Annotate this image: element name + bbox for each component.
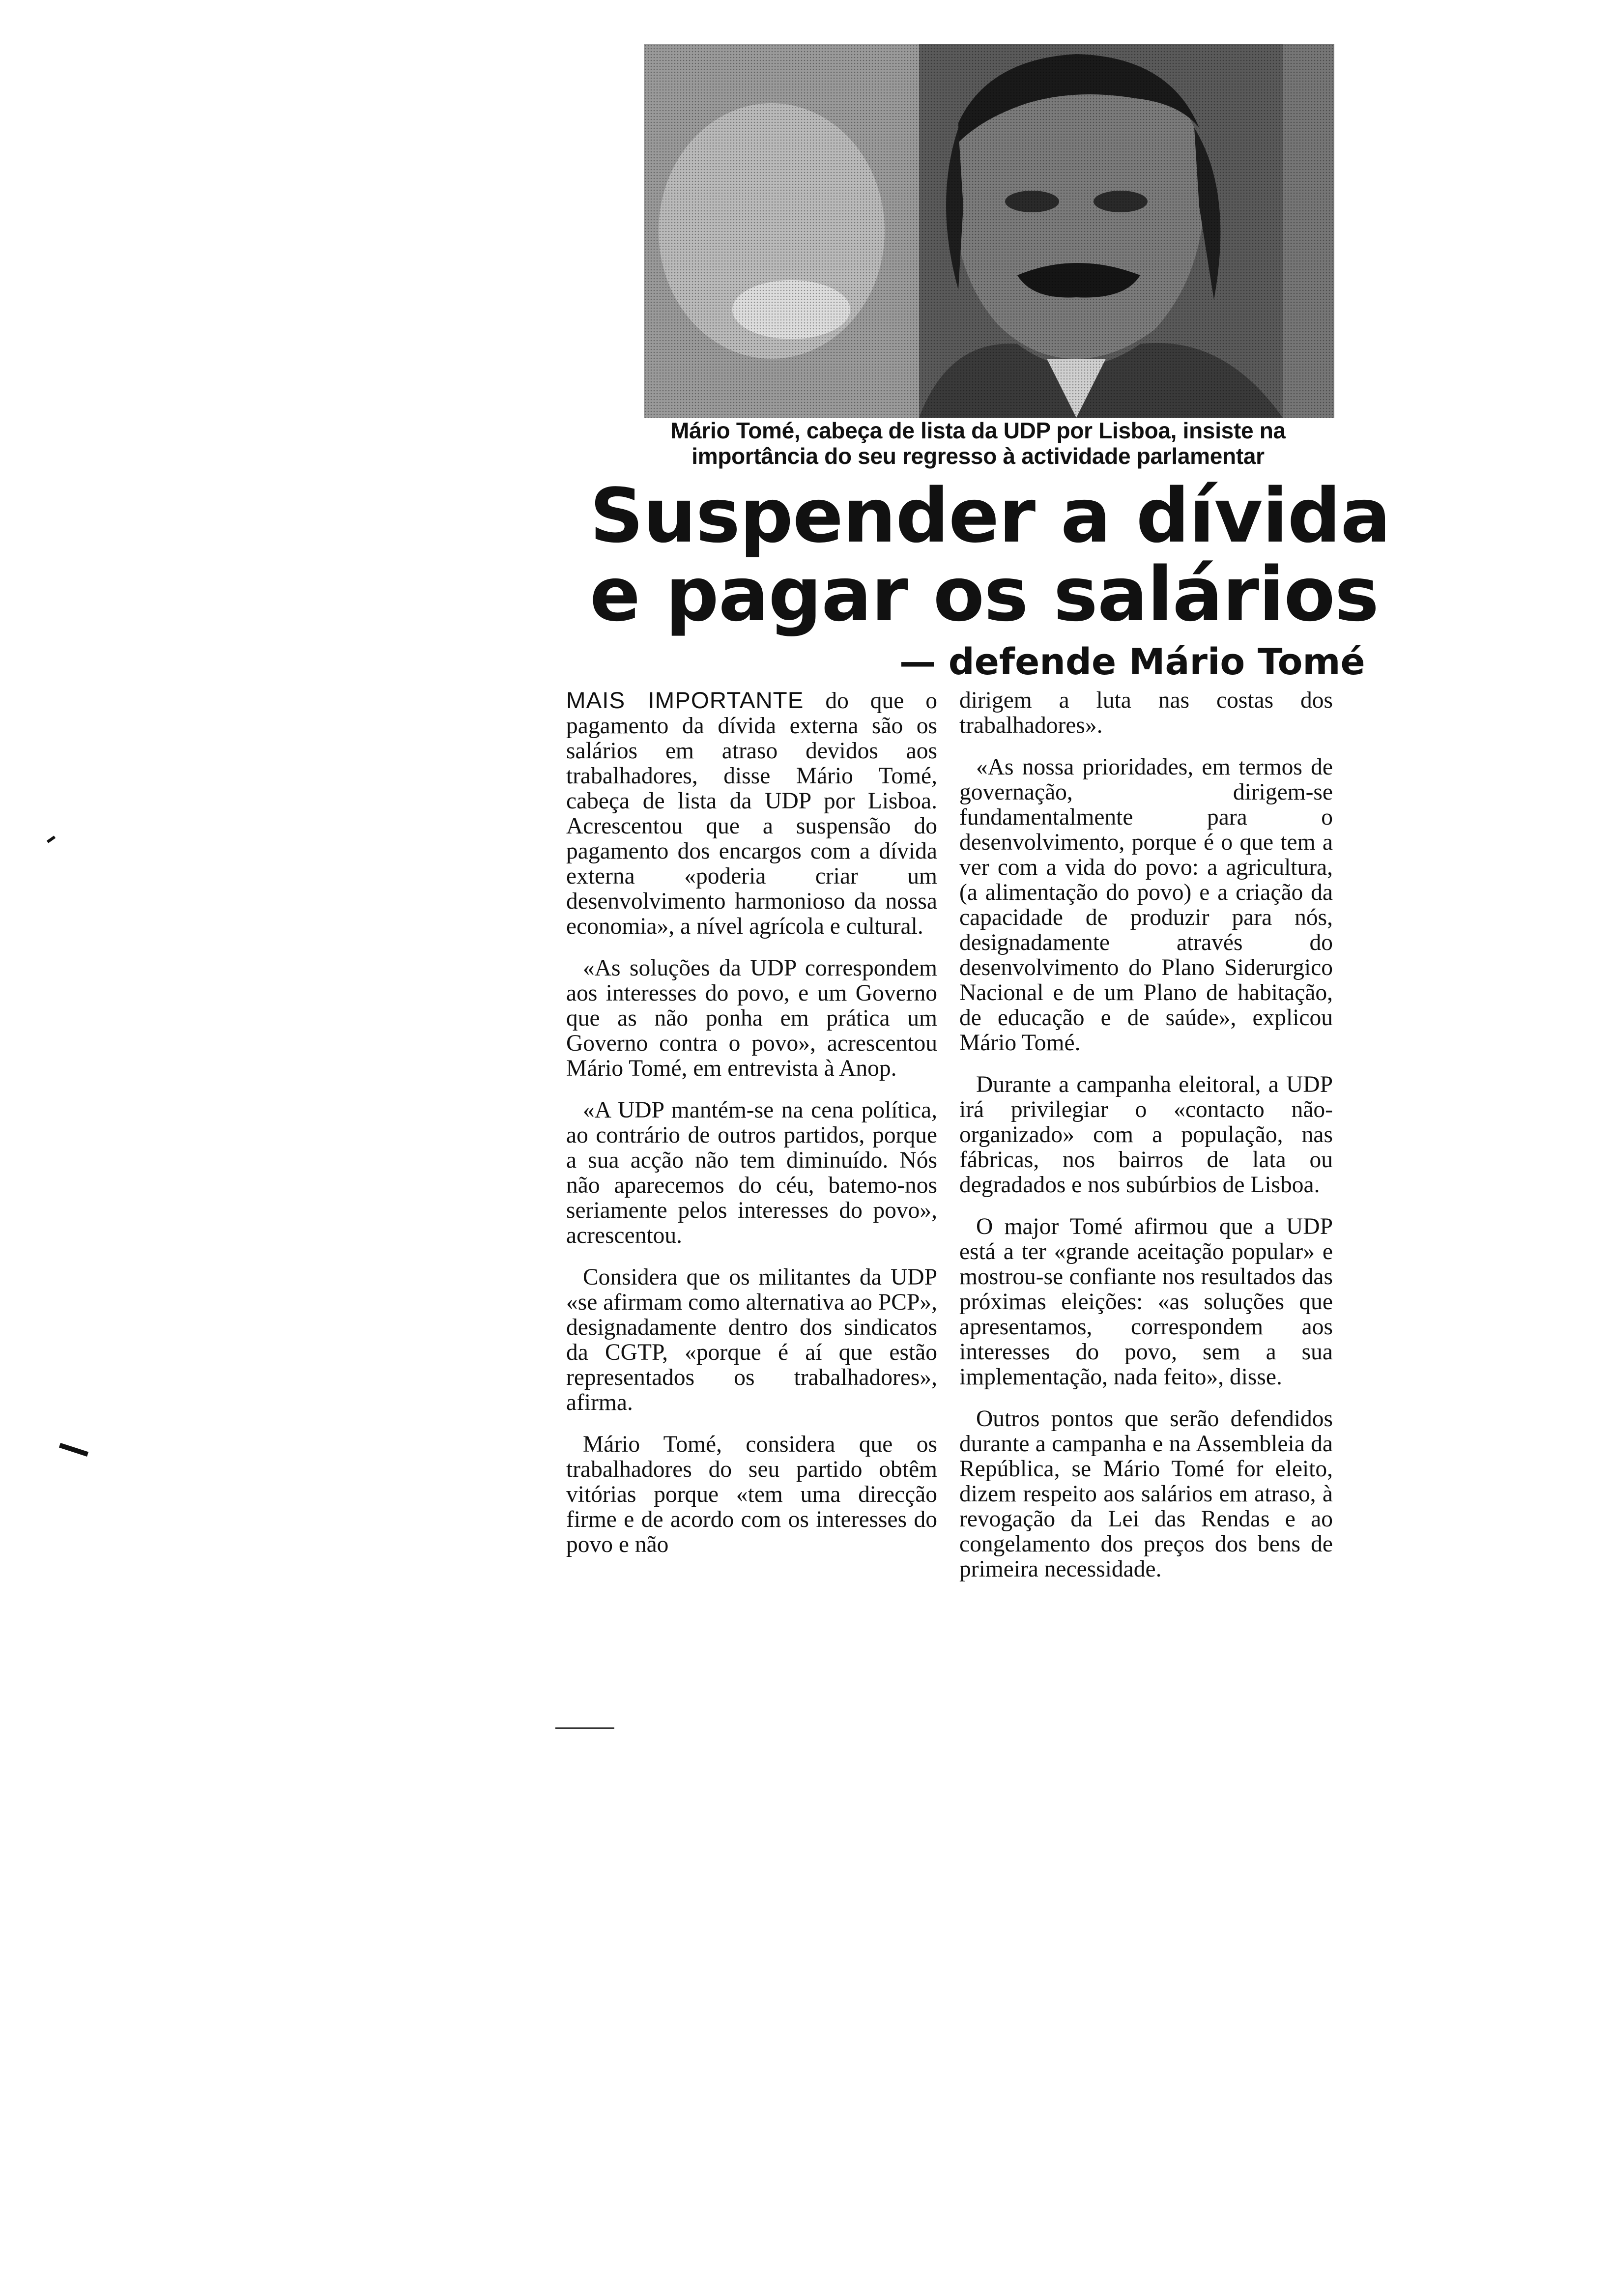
article-column-right xyxy=(959,688,1333,1599)
bottom-rule xyxy=(555,1727,614,1729)
headline xyxy=(590,472,1390,638)
photo-caption: Mário Tomé, cabeça de lista da UDP por Lisboa, insiste na importância do seu regresso à actividade parlamentar xyxy=(670,418,1286,469)
scan-speck xyxy=(59,1443,88,1457)
article-paragraph: «As soluções da UDP correspondem aos interesses do povo, e um Governo que as não ponha em prática um Governo contra o povo», acrescentou Mário Tomé, em entrevista à Anop. xyxy=(566,955,937,1081)
newspaper-clipping xyxy=(555,44,1390,1774)
article-paragraph: Durante a campanha eleitoral, a UDP irá privilegiar o «contacto não-organizado» com a população, nas fábricas, nos bairros de lata ou degradados e nos subúrbios de Lisboa. xyxy=(959,1072,1333,1198)
portrait-photo-image xyxy=(644,44,1334,418)
headline-line-2: e pagar os salários xyxy=(590,551,1379,638)
article-paragraph: dirigem a luta nas costas dos trabalhadores». xyxy=(959,688,1333,738)
article-paragraph: Outros pontos que serão defendidos durante a campanha e na Assembleia da República, se Mário Tomé for eleito, dizem respeito aos salários em atraso, à revogação da Lei das Rendas e ao congelamento dos preços dos bens de primeira necessidade. xyxy=(959,1406,1333,1582)
article-paragraph: Considera que os militantes da UDP «se afirmam como alternativa ao PCP», designadamente dentro dos sindicatos da CGTP, «porque é aí que estão representados os trabalhadores», afirma. xyxy=(566,1264,937,1415)
article-paragraph: O major Tomé afirmou que a UDP está a ter «grande aceitação popular» e mostrou-se confiante nos resultados das próximas eleições: «as soluções que apresentamos, correspondem aos interesses do povo, sem a sua implementação, nada feito», disse. xyxy=(959,1214,1333,1390)
article-column-left xyxy=(566,688,937,1574)
article-paragraph: Mário Tomé, considera que os trabalhadores do seu partido obtêm vitórias porque «tem uma direcção firme e de acordo com os interesses do povo e não xyxy=(566,1432,937,1557)
article-paragraph: MAIS IMPORTANTE do que o pagamento da dívida externa são os salários em atraso devidos aos trabalhadores, disse Mário Tomé, cabeça de lista da UDP por Lisboa. Acrescentou que a suspensão do pagamento dos encargos com a dívida externa «poderia criar um desenvolvimento harmonioso da nossa economia», a nível agrícola e cultural. xyxy=(566,688,937,939)
lead-caps: MAIS IMPORTANTE xyxy=(566,688,804,714)
article-paragraph: «As nossa prioridades, em termos de governação, dirigem-se fundamentalmente para o desenvolvimento, porque é o que tem a ver com a vida do povo: a agricultura, (a alimentação do povo) e a criação da capacidade de produzir para nós, designadamente através do desenvolvimento do Plano Siderurgico Nacional e de um Plano de habitação, de educação e de saúde», explicou Mário Tomé. xyxy=(959,754,1333,1056)
article-paragraph: «A UDP mantém-se na cena política, ao contrário de outros partidos, porque a sua acção não tem diminuído. Nós não aparecemos do céu, batemo-nos seriamente pelos interesses do povo», acrescentou. xyxy=(566,1097,937,1248)
scan-speck xyxy=(47,835,56,843)
subheadline: — defende Mário Tomé xyxy=(899,641,1365,683)
portrait-photo xyxy=(644,44,1334,418)
headline-line-1: Suspender a dívida xyxy=(590,472,1390,559)
